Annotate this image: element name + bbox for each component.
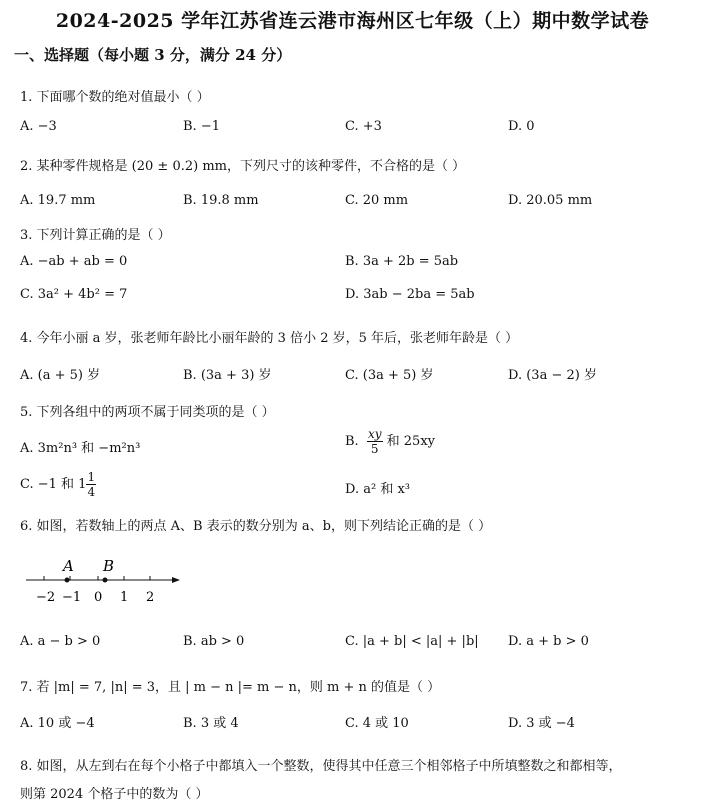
q4-option-a: A. (a + 5) 岁 [20,368,101,383]
question-4-stem: 4. 今年小丽 a 岁，张老师年龄比小丽年龄的 3 倍小 2 岁，5 年后，张老师年龄是（ ） [20,331,519,346]
question-8-line-1: 8. 如图，从左到右在每个小格子中都填入一个整数，使得其中任意三个相邻格子中所填整数之和都相等， [20,759,622,774]
q1-option-a: A. −3 [20,119,57,134]
q7-option-d: D. 3 或 −4 [508,716,575,731]
exam-title: 2024-2025 学年江苏省连云港市海州区七年级（上）期中数学试卷 [55,10,650,32]
q2-option-b: B. 19.8 mm [183,193,259,208]
fraction-xy-over-5: $\frac{xy}{5}$ [367,427,382,456]
q1-option-b: B. −1 [183,119,220,134]
q2-option-a: A. 19.7 mm [20,193,96,208]
q1-option-d: D. 0 [508,119,535,134]
q2-option-c: C. 20 mm [345,193,409,208]
question-5-stem: 5. 下列各组中的两项不属于同类项的是（ ） [20,405,275,420]
q4-option-c: C. (3a + 5) 岁 [345,368,434,383]
question-6-stem: 6. 如图，若数轴上的两点 A、B 表示的数分别为 a、b，则下列结论正确的是（ ） [20,519,492,534]
fraction-1-over-4: $\frac{1}{4}$ [87,470,96,499]
q5-option-a: A. 3m²n³ 和 −m²n³ [20,441,141,456]
q5-option-b-tail: 和 25xy [386,434,435,449]
q3-option-b: B. 3a + 2b = 5ab [345,254,459,269]
q3-option-d: D. 3ab − 2ba = 5ab [345,287,475,302]
section-heading: 一、选择题（每小题 3 分，满分 24 分） [14,46,292,64]
q6-option-a: A. a − b > 0 [20,634,101,649]
q3-option-a: A. −ab + ab = 0 [20,254,128,269]
q7-option-c: C. 4 或 10 [345,716,409,731]
q5-option-c-text: C. −1 和 1 [20,477,87,492]
q5-option-d: D. a² 和 x³ [345,482,410,497]
axis-label-0: 0 [94,590,103,605]
q6-option-c: C. |a + b| < |a| + |b| [345,634,479,649]
q6-option-b: B. ab > 0 [183,634,245,649]
point-a-label: A [63,557,74,575]
q7-option-b: B. 3 或 4 [183,716,239,731]
q5-option-b: B. $\frac{xy}{5}$ 和 25xy [345,427,435,456]
q7-option-a: A. 10 或 −4 [20,716,95,731]
q4-option-d: D. (3a − 2) 岁 [508,368,597,383]
question-1-stem: 1. 下面哪个数的绝对值最小（ ） [20,90,210,105]
question-7-stem: 7. 若 |m| = 7, |n| = 3，且 | m − n |= m − n，则 m + n 的值是（ ） [20,680,441,695]
question-2-stem: 2. 某种零件规格是 (20 ± 0.2) mm，下列尺寸的该种零件，不合格的是（ ） [20,159,466,174]
q3-option-c: C. 3a² + 4b² = 7 [20,287,128,302]
axis-label-neg1: −1 [62,590,82,605]
axis-label-neg2: −2 [36,590,56,605]
q6-option-d: D. a + b > 0 [508,634,589,649]
axis-label-2: 2 [146,590,155,605]
question-3-stem: 3. 下列计算正确的是（ ） [20,228,171,243]
question-8-line-2: 则第 2024 个格子中的数为（ ） [20,787,209,802]
axis-label-1: 1 [120,590,129,605]
number-line-figure [24,553,184,609]
q2-option-d: D. 20.05 mm [508,193,593,208]
q4-option-b: B. (3a + 3) 岁 [183,368,272,383]
q5-option-c [20,470,96,499]
q1-option-c: C. +3 [345,119,382,134]
point-b-label: B [103,557,115,575]
